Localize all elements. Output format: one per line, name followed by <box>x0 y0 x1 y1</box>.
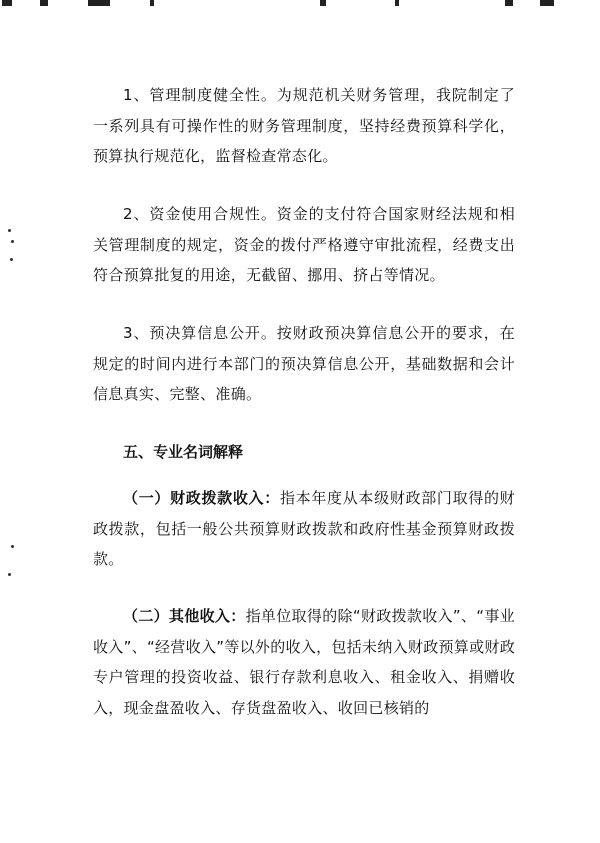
definition-fiscal-appropriation <box>93 483 515 575</box>
paragraph-fund-compliance: 2、资金使用合规性。资金的支付符合国家财经法规和相关管理制度的规定，资金的拨付严格遵守审批流程，经费支出符合预算批复的用途，无截留、挪用、挤占等情况。 <box>93 205 515 284</box>
definition-term: （一）财政拨款收入： <box>123 489 280 507</box>
definition-body: 指本年度从本级财政部门取得的财政拨款，包括一般公共预算财政拨款和政府性基金预算财政拨款。 <box>93 489 515 568</box>
margin-mark <box>10 258 13 261</box>
paragraph-budget-disclosure: 3、预决算信息公开。按财政预决算信息公开的要求，在规定的时间内进行本部门的预决算信息公开，基础数据和会计信息真实、完整、准确。 <box>93 324 515 403</box>
paragraph-management-system: 1、管理制度健全性。为规范机关财务管理，我院制定了一系列具有可操作性的财务管理制度，坚持经费预算科学化，预算执行规范化，监督检查常态化。 <box>93 86 515 165</box>
margin-mark <box>11 240 14 243</box>
section-heading: 五、专业名词解释 <box>123 443 244 461</box>
margin-mark <box>8 573 11 576</box>
scan-top-edge <box>0 0 600 10</box>
margin-mark <box>8 229 11 232</box>
definition-other-income <box>93 601 515 723</box>
margin-mark <box>11 545 14 548</box>
definition-term: （二）其他收入： <box>123 607 246 625</box>
definition-body: 指单位取得的除“财政拨款收入”、“事业收入”、“经营收入”等以外的收入，包括未纳入财政预算或财政专户管理的投资收益、银行存款利息收入、租金收入、捐赠收入，现金盘盈收入、存货盘盈收入、收回已核销的 <box>93 607 516 717</box>
